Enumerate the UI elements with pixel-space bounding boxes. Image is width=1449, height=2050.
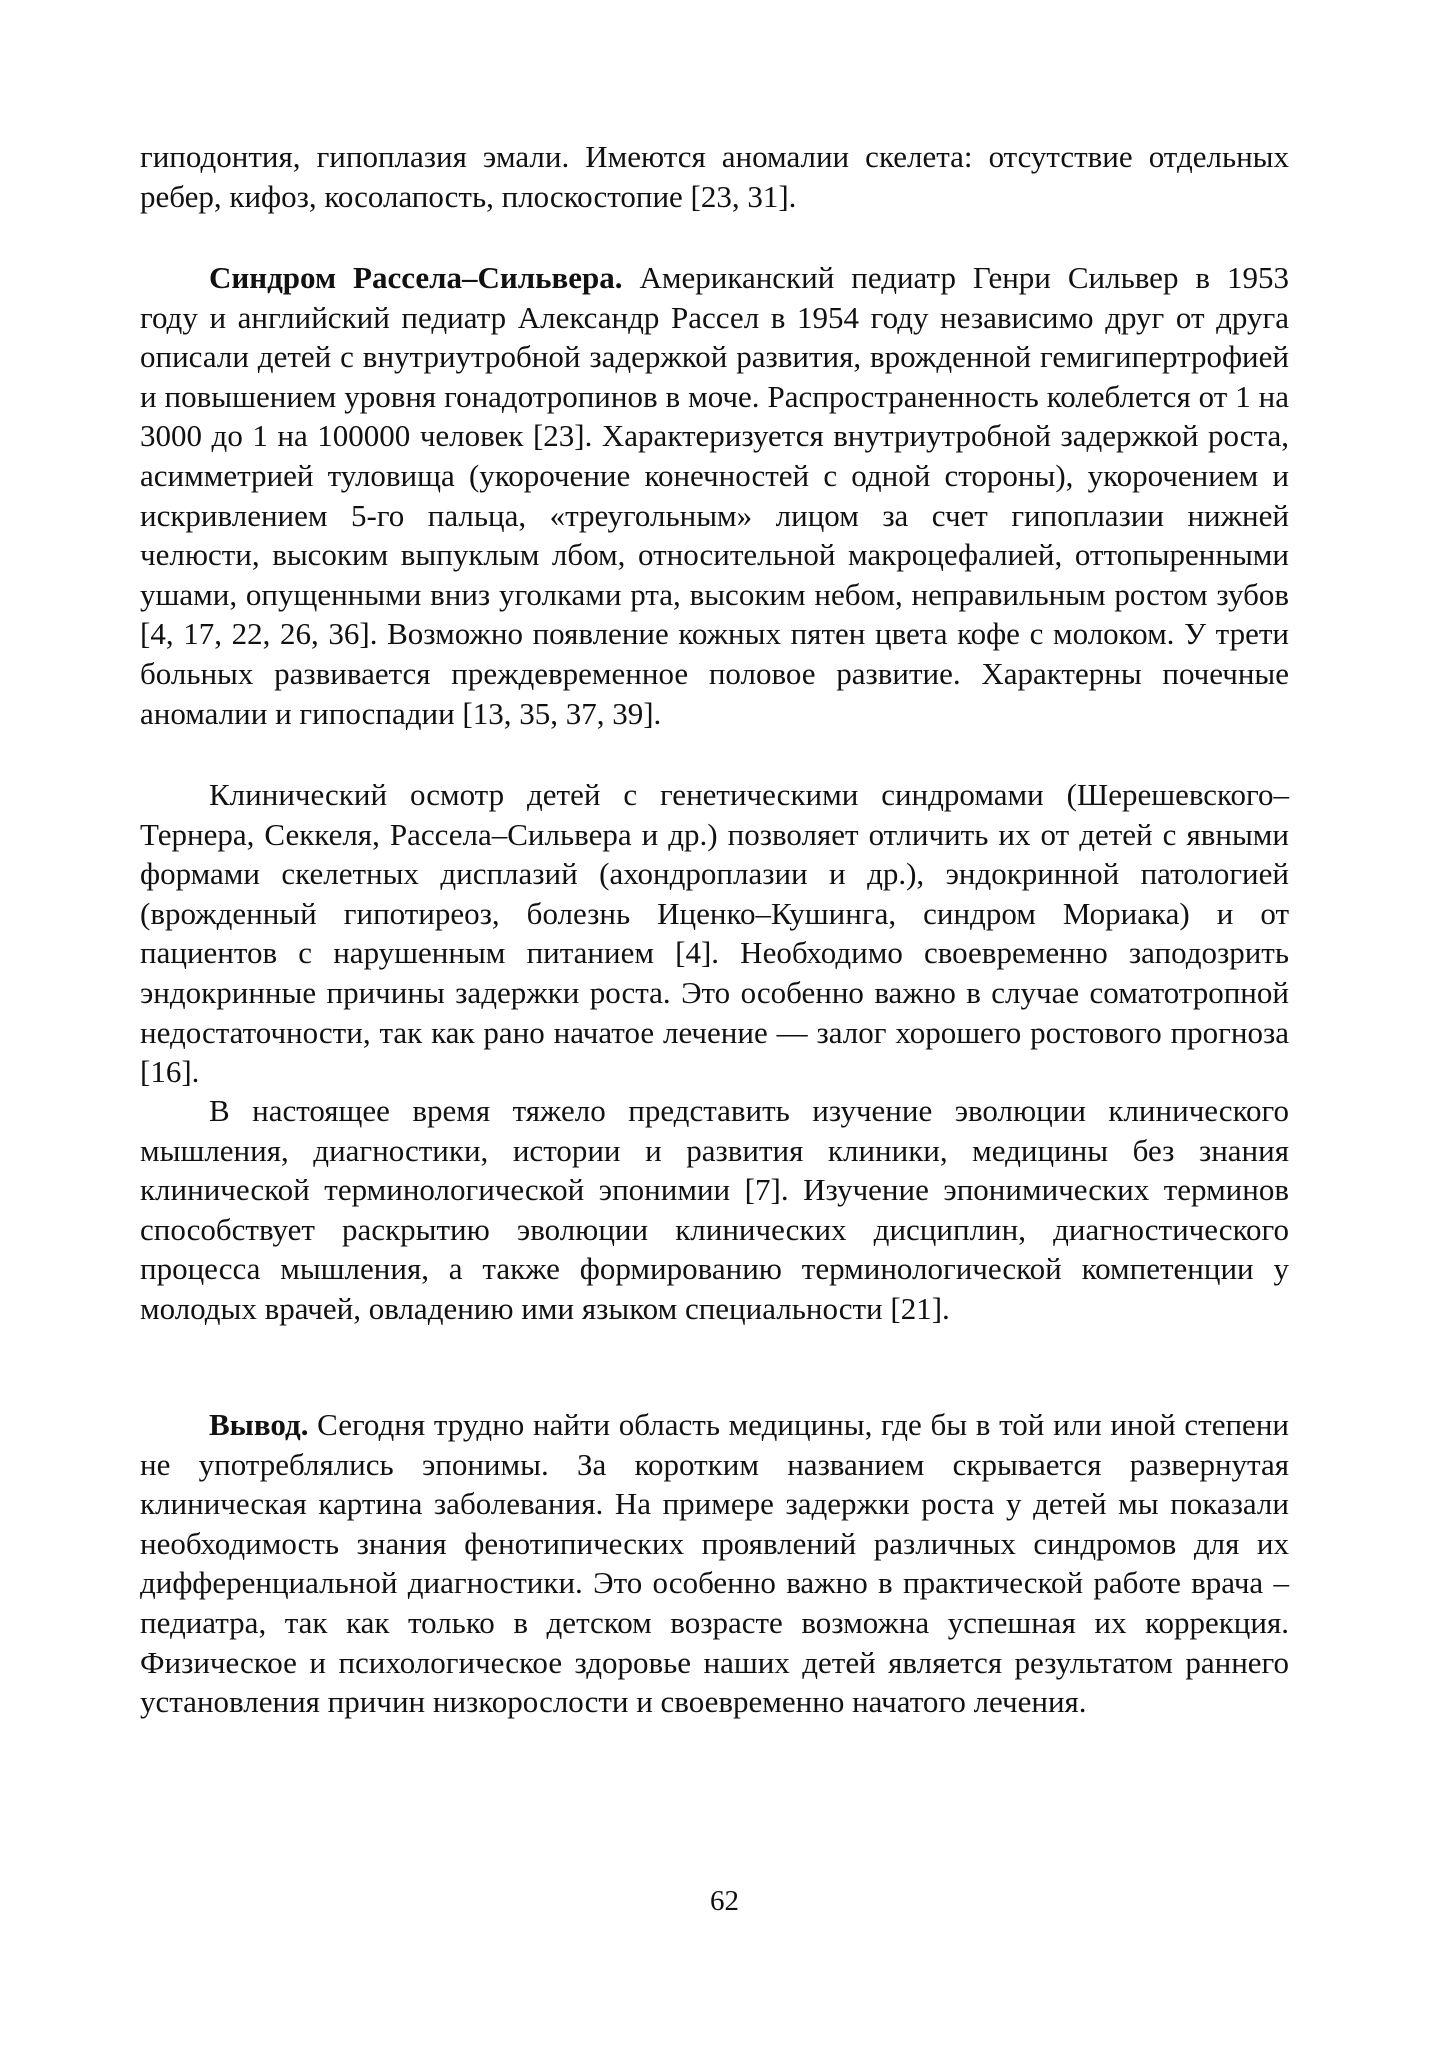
paragraph-eponymy [140, 1091, 1289, 1329]
paragraph-text: гиподонтия, гипоплазия эмали. Имеются аномалии скелета: отсутствие отдельных ребер, кифоз, косолапость, плоскостопие [23, 31]. [140, 139, 1289, 214]
section-heading-russell-silver: Синдром Рассела–Сильвера. [209, 260, 623, 295]
paragraph-text: В настоящее время тяжело представить изучение эволюции клинического мышления, диагностики, истории и развития клиники, медицины без знания клинической терминологической эпонимии [7]. Изучение эпонимических терминов способствует раскрытию эволюции клинических дисциплин, диагностического процесса мышления, а также формированию терминологической компетенции у молодых врачей, овладению ими языком специальности [21]. [140, 1093, 1289, 1326]
paragraph-text: Американский педиатр Генри Сильвер в 1953 году и английский педиатр Александр Рассел в 1954 году независимо друг от друга описали детей с внутриутробной задержкой развития, врожденной гемигипертрофией и повышением уровня гонадотропинов в моче. Распространенность колеблется от 1 на 3000 до 1 на 100000 человек [23]. Характеризуется внутриутробной задержкой роста, асимметрией туловища (укорочение конечностей с одной стороны), укорочением и искривлением 5-го пальца, «треугольным» лицом за счет гипоплазии нижней челюсти, высоким выпуклым лбом, относительной макроцефалией, оттопыренными ушами, опущенными вниз уголками рта, высоким небом, неправильным ростом зубов [4, 17, 22, 26, 36]. Возможно появление кожных пятен цвета кофе с молоком. У трети больных развивается преждевременное половое развитие. Характерны почечные аномалии и гипоспадии [13, 35, 37, 39]. [140, 260, 1289, 731]
paragraph-continuation [140, 137, 1289, 216]
paragraph-text: Сегодня трудно найти область медицины, где бы в той или иной степени не употреблялись эпонимы. За коротким названием скрывается развернутая клиническая картина заболевания. На примере задержки роста у детей мы показали необходимость знания фенотипических проявлений различных синдромов для их дифференциальной диагностики. Это особенно важно в практической работе врача – педиатра, так как только в детском возрасте возможна успешная их коррекция. Физическое и психологическое здоровье наших детей является результатом раннего установления причин низкорослости и своевременно начатого лечения. [140, 1407, 1290, 1720]
paragraph-text: Клинический осмотр детей с генетическими синдромами (Шерешевского–Тернера, Секкеля, Рассела–Сильвера и др.) позволяет отличить их от детей с явными формами скелетных дисплазий (ахондроплазии и др.), эндокринной патологией (врожденный гипотиреоз, болезнь Иценко–Кушинга, синдром Мориака) и от пациентов с нарушенным питанием [4]. Необходимо своевременно заподозрить эндокринные причины задержки роста. Это особенно важно в случае соматотропной недостаточности, так как рано начатое лечение — залог хорошего ростового прогноза [16]. [140, 777, 1289, 1090]
paragraph-clinical-examination [140, 775, 1289, 1092]
paragraph-russell-silver-syndrome [140, 258, 1289, 733]
paragraph-conclusion [140, 1405, 1289, 1722]
page-number: 62 [710, 1885, 739, 1917]
section-heading-conclusion: Вывод. [209, 1407, 309, 1442]
